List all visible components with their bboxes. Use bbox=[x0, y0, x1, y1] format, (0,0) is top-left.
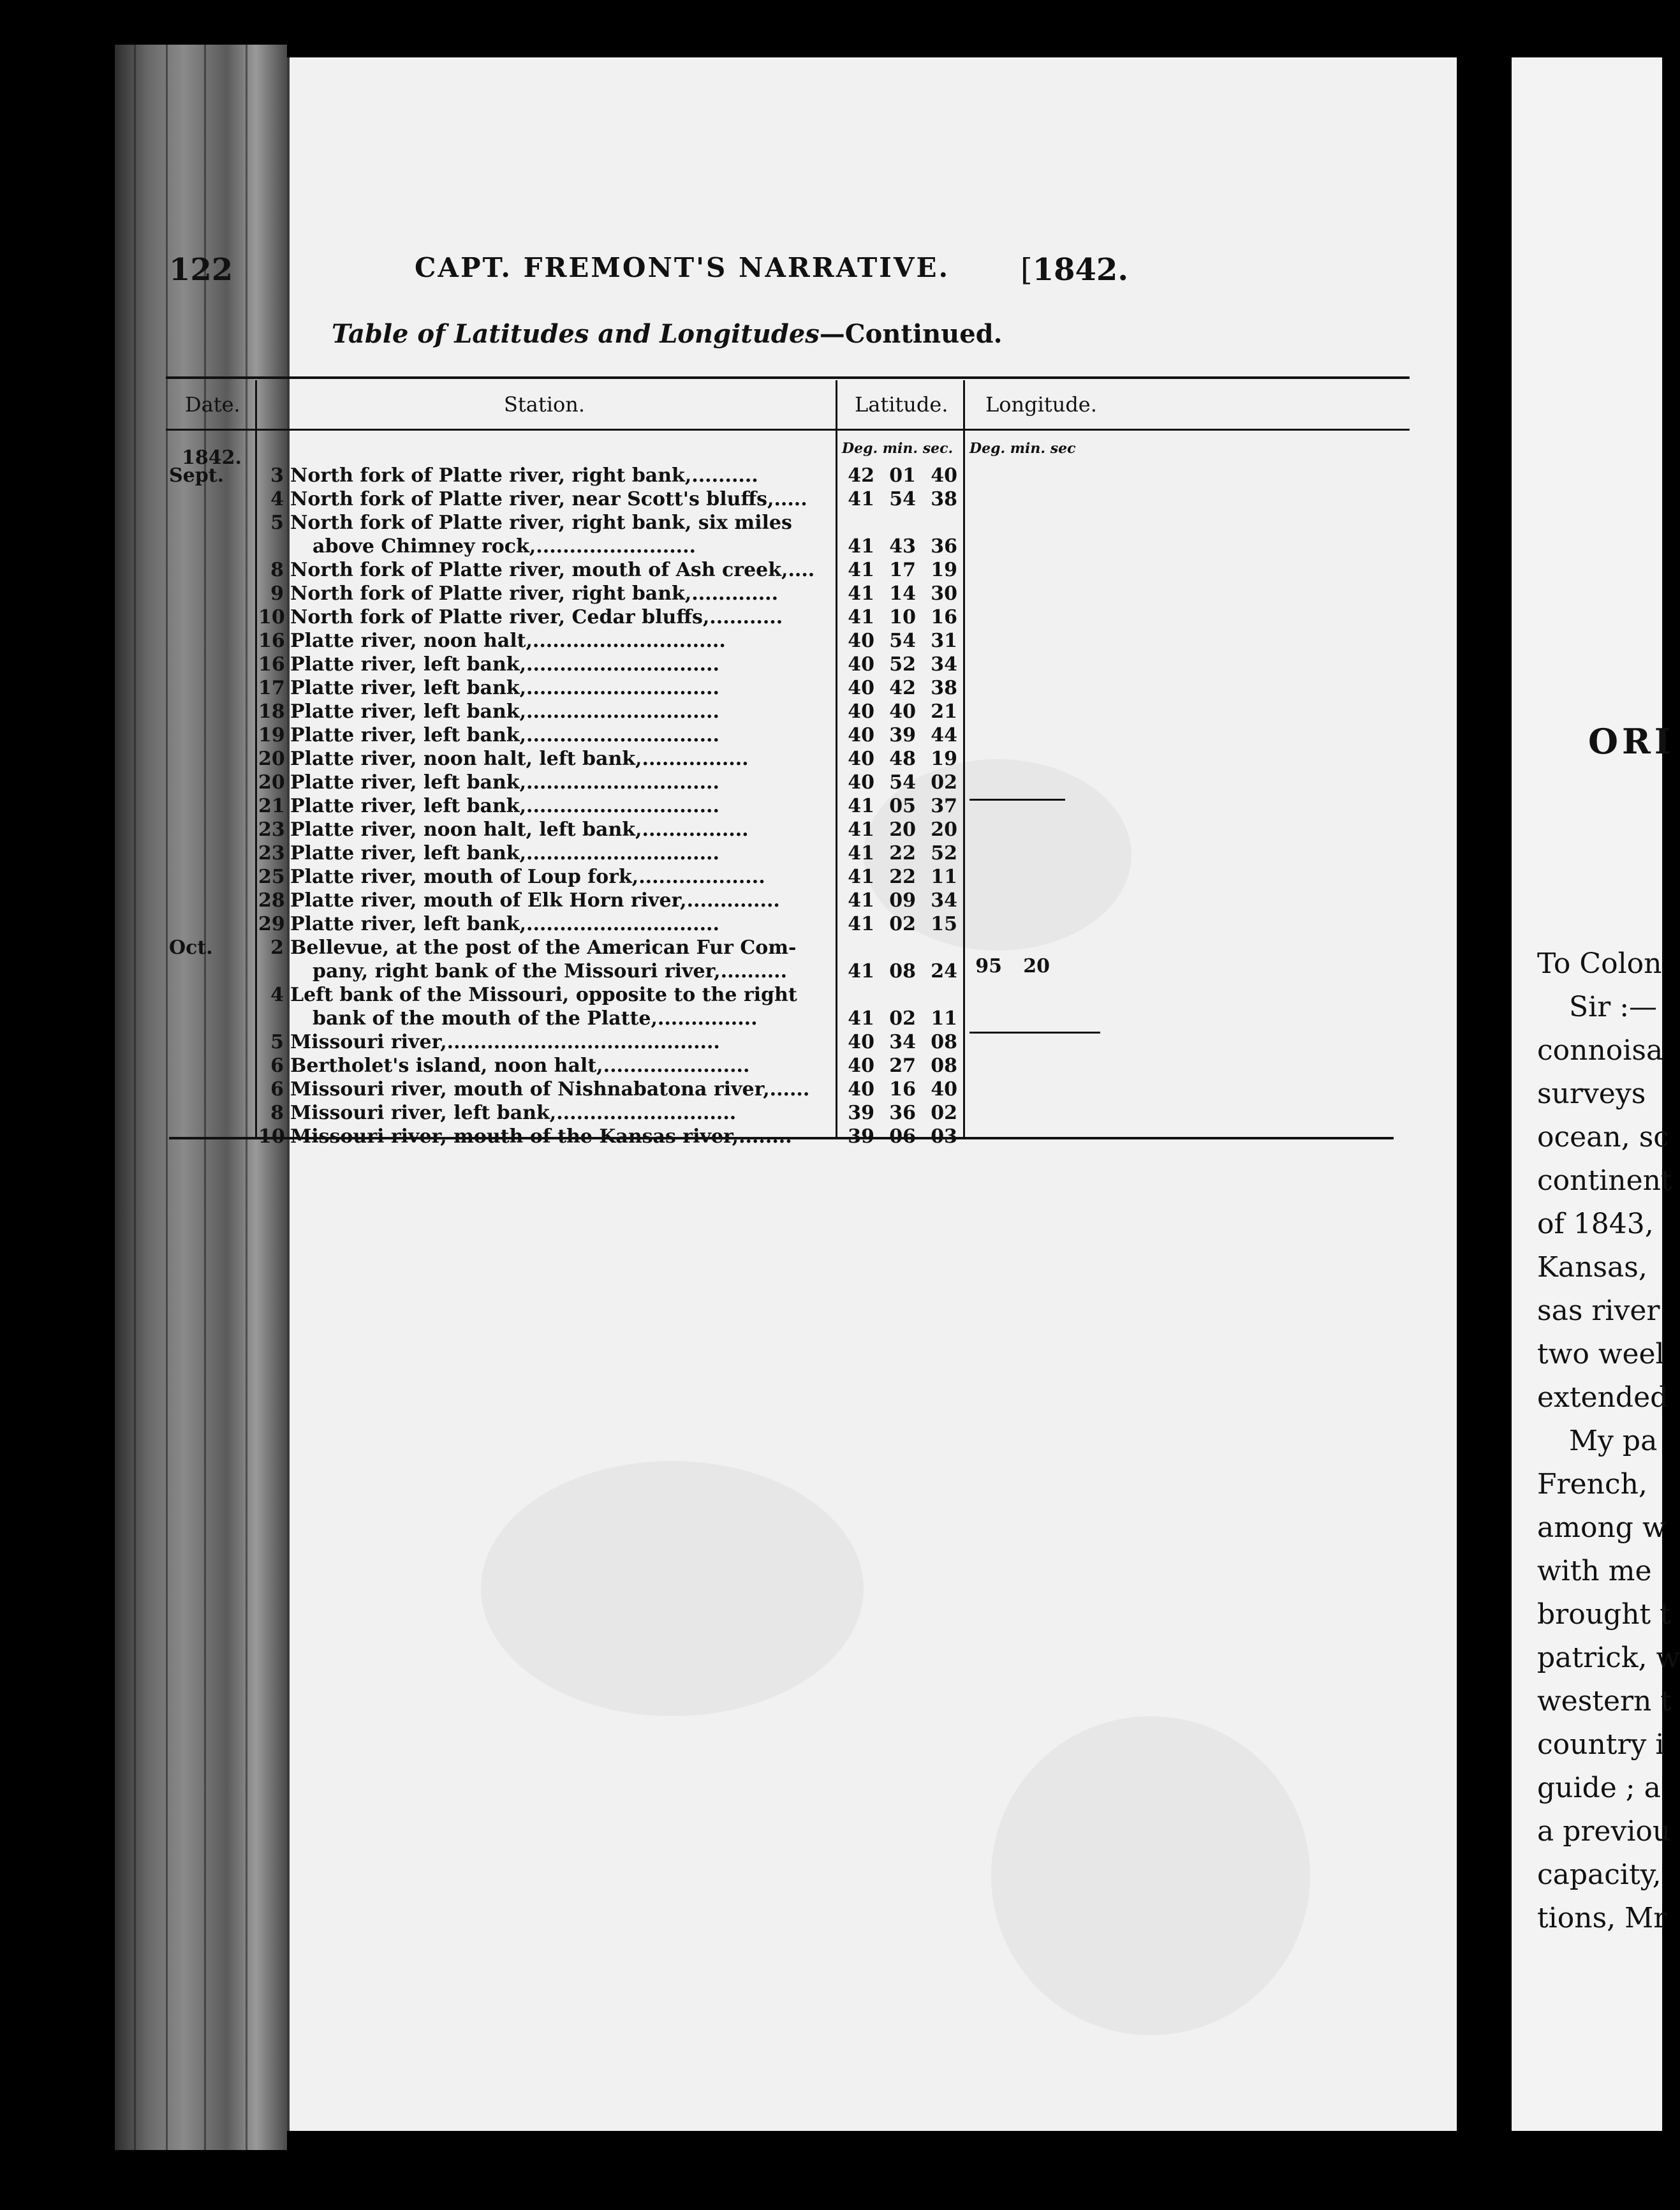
lat-deg: 41 bbox=[848, 960, 874, 983]
row-day: 23 bbox=[258, 819, 285, 841]
row-day: 20 bbox=[258, 771, 285, 794]
row-station: Missouri river, mouth of the Kansas river,........ bbox=[290, 1125, 792, 1148]
header-rule bbox=[166, 429, 1410, 431]
lat-deg: 41 bbox=[848, 913, 874, 935]
lat-deg: 41 bbox=[848, 889, 874, 912]
lat-sec: 19 bbox=[931, 559, 957, 581]
lat-min: 54 bbox=[889, 488, 916, 510]
right-page-line: Kansas, bbox=[1537, 1251, 1647, 1284]
row-station: Platte river, left bank,............................. bbox=[290, 913, 719, 935]
row-station: Platte river, noon halt, left bank,................ bbox=[290, 748, 749, 770]
right-page-line: among w bbox=[1537, 1511, 1667, 1544]
right-page-line: guide ; a bbox=[1537, 1772, 1661, 1804]
lat-sec: 08 bbox=[931, 1031, 957, 1053]
lat-min: 27 bbox=[889, 1055, 916, 1077]
row-station: Platte river, left bank,............................. bbox=[290, 653, 719, 676]
lat-sec: 38 bbox=[931, 488, 957, 510]
lat-deg: 41 bbox=[848, 866, 874, 888]
header-latitude: Latitude. bbox=[855, 392, 948, 417]
right-page-line: Sir :— bbox=[1569, 991, 1658, 1023]
year-value: 1842. bbox=[1032, 252, 1129, 288]
col-divider-station bbox=[836, 380, 837, 1137]
row-day: 16 bbox=[258, 630, 285, 652]
lat-min: 02 bbox=[889, 913, 916, 935]
lat-sec: 21 bbox=[931, 701, 957, 723]
lat-deg: 40 bbox=[848, 677, 874, 699]
right-page bbox=[1512, 57, 1680, 2131]
right-page-line: a previou bbox=[1537, 1815, 1671, 1848]
right-page-line: French, bbox=[1537, 1468, 1647, 1501]
lat-min: 05 bbox=[889, 795, 916, 817]
caption-title: Table of Latitudes and Longitudes bbox=[332, 319, 820, 349]
row-day: 8 bbox=[270, 559, 284, 581]
row-station: North fork of Platte river, Cedar bluffs,........... bbox=[290, 606, 783, 628]
header-date: Date. bbox=[185, 392, 240, 417]
lat-deg: 41 bbox=[848, 795, 874, 817]
row-day: 17 bbox=[258, 677, 285, 699]
row-station: North fork of Platte river, mouth of Ash creek,.... bbox=[290, 559, 815, 581]
lat-sec: 11 bbox=[931, 1007, 957, 1030]
row-station: above Chimney rock,........................ bbox=[313, 535, 696, 558]
lat-min: 39 bbox=[889, 724, 916, 746]
row-station: Platte river, left bank,............................. bbox=[290, 795, 719, 817]
row-day: 16 bbox=[258, 653, 285, 676]
lat-min: 10 bbox=[889, 606, 916, 628]
right-page-line: ocean, sc bbox=[1537, 1121, 1669, 1153]
lat-deg: 40 bbox=[848, 1031, 874, 1053]
lat-deg: 41 bbox=[848, 606, 874, 628]
row-station: bank of the mouth of the Platte,............... bbox=[313, 1007, 758, 1030]
col-divider-date bbox=[255, 380, 257, 1137]
row-station: Missouri river, left bank,........................... bbox=[290, 1102, 737, 1124]
longitude-units: Deg. min. sec bbox=[969, 440, 1076, 457]
lat-min: 16 bbox=[889, 1078, 916, 1101]
row-day: 2 bbox=[270, 937, 284, 959]
lat-sec: 44 bbox=[931, 724, 957, 746]
lat-min: 06 bbox=[889, 1125, 916, 1148]
table-caption bbox=[332, 319, 1003, 349]
lat-min: 22 bbox=[889, 842, 916, 864]
lat-sec: 15 bbox=[931, 913, 957, 935]
row-station: Missouri river,......................................... bbox=[290, 1031, 720, 1053]
lat-min: 52 bbox=[889, 653, 916, 676]
lat-deg: 41 bbox=[848, 535, 874, 558]
row-station: Platte river, mouth of Elk Horn river,.............. bbox=[290, 889, 780, 912]
header-longitude: Longitude. bbox=[985, 392, 1097, 417]
row-station: Bertholet's island, noon halt,...................... bbox=[290, 1055, 750, 1077]
right-page-line: surveys bbox=[1537, 1078, 1646, 1110]
row-day: 4 bbox=[270, 488, 284, 510]
lat-sec: 16 bbox=[931, 606, 957, 628]
caption-continued: —Continued. bbox=[819, 319, 1003, 349]
lon-min: 20 bbox=[1023, 955, 1050, 977]
lat-sec: 34 bbox=[931, 889, 957, 912]
lat-sec: 08 bbox=[931, 1055, 957, 1077]
lat-sec: 37 bbox=[931, 795, 957, 817]
lat-deg: 40 bbox=[848, 724, 874, 746]
lat-deg: 40 bbox=[848, 653, 874, 676]
right-page-line: with me bbox=[1537, 1555, 1652, 1587]
lat-deg: 42 bbox=[848, 464, 874, 487]
lat-sec: 19 bbox=[931, 748, 957, 770]
header-station: Station. bbox=[504, 392, 585, 417]
right-page-line: of 1843, bbox=[1537, 1208, 1654, 1240]
lat-deg: 41 bbox=[848, 1007, 874, 1030]
row-day: 29 bbox=[258, 913, 285, 935]
row-station: pany, right bank of the Missouri river,.......... bbox=[313, 960, 788, 983]
row-station: Platte river, left bank,............................. bbox=[290, 842, 719, 864]
row-day: 3 bbox=[270, 464, 284, 487]
row-station: Platte river, left bank,............................. bbox=[290, 677, 719, 699]
lon-deg: 95 bbox=[975, 955, 1002, 977]
row-station: North fork of Platte river, right bank,............. bbox=[290, 582, 779, 605]
lat-min: 42 bbox=[889, 677, 916, 699]
right-page-line: My pa bbox=[1569, 1425, 1658, 1457]
row-day: 23 bbox=[258, 842, 285, 864]
lat-sec: 36 bbox=[931, 535, 957, 558]
lat-sec: 38 bbox=[931, 677, 957, 699]
lat-deg: 41 bbox=[848, 819, 874, 841]
row-station: Left bank of the Missouri, opposite to the right bbox=[290, 984, 797, 1006]
row-day: 5 bbox=[270, 1031, 284, 1053]
row-station: Platte river, noon halt, left bank,................ bbox=[290, 819, 749, 841]
lat-min: 54 bbox=[889, 771, 916, 794]
row-station: Platte river, left bank,............................. bbox=[290, 701, 719, 723]
right-page-line: patrick, w bbox=[1537, 1642, 1680, 1674]
lat-sec: 03 bbox=[931, 1125, 957, 1148]
page-year bbox=[1021, 252, 1128, 288]
right-page-heading: ORI bbox=[1588, 721, 1675, 762]
lat-sec: 40 bbox=[931, 1078, 957, 1101]
row-station: Bellevue, at the post of the American Fur Com- bbox=[290, 937, 797, 959]
lat-min: 54 bbox=[889, 630, 916, 652]
row-day: 28 bbox=[258, 889, 285, 912]
row-day: 19 bbox=[258, 724, 285, 746]
lat-min: 20 bbox=[889, 819, 916, 841]
year-bracket: [ bbox=[1021, 252, 1033, 288]
lat-min: 09 bbox=[889, 889, 916, 912]
lat-sec: 02 bbox=[931, 1102, 957, 1124]
longitude-bracket-rule bbox=[969, 799, 1065, 801]
right-page-line: To Colon bbox=[1537, 947, 1662, 980]
right-page-line: two weel bbox=[1537, 1338, 1665, 1370]
longitude-bracket-rule-2 bbox=[969, 1032, 1100, 1034]
row-day: 10 bbox=[258, 1125, 285, 1148]
row-month: Sept. bbox=[169, 464, 225, 487]
row-station: North fork of Platte river, right bank, six miles bbox=[290, 512, 792, 534]
lat-deg: 39 bbox=[848, 1102, 874, 1124]
row-day: 6 bbox=[270, 1078, 284, 1101]
table-year: 1842. bbox=[182, 447, 242, 469]
lat-min: 36 bbox=[889, 1102, 916, 1124]
row-day: 6 bbox=[270, 1055, 284, 1077]
lat-sec: 31 bbox=[931, 630, 957, 652]
row-day: 5 bbox=[270, 512, 284, 534]
lat-deg: 41 bbox=[848, 559, 874, 581]
lat-min: 14 bbox=[889, 582, 916, 605]
lat-min: 08 bbox=[889, 960, 916, 983]
row-station: North fork of Platte river, right bank,.......... bbox=[290, 464, 758, 487]
lat-sec: 34 bbox=[931, 653, 957, 676]
lat-deg: 41 bbox=[848, 582, 874, 605]
lat-sec: 40 bbox=[931, 464, 957, 487]
lat-sec: 11 bbox=[931, 866, 957, 888]
right-page-line: tions, Mr bbox=[1537, 1902, 1667, 1934]
lat-min: 22 bbox=[889, 866, 916, 888]
lat-deg: 40 bbox=[848, 630, 874, 652]
lat-min: 43 bbox=[889, 535, 916, 558]
lat-min: 34 bbox=[889, 1031, 916, 1053]
row-day: 18 bbox=[258, 701, 285, 723]
row-day: 25 bbox=[258, 866, 285, 888]
right-page-line: connoisa bbox=[1537, 1034, 1663, 1067]
lat-deg: 41 bbox=[848, 842, 874, 864]
running-head: CAPT. FREMONT'S NARRATIVE. bbox=[415, 252, 950, 283]
right-page-line: brought t bbox=[1537, 1598, 1671, 1631]
row-day: 8 bbox=[270, 1102, 284, 1124]
lat-deg: 40 bbox=[848, 748, 874, 770]
right-page-line: sas river bbox=[1537, 1294, 1660, 1327]
lat-sec: 52 bbox=[931, 842, 957, 864]
col-divider-latitude bbox=[963, 380, 965, 1137]
row-day: 4 bbox=[270, 984, 284, 1006]
lat-min: 01 bbox=[889, 464, 916, 487]
right-page-line: extended bbox=[1537, 1381, 1669, 1414]
row-station: Platte river, mouth of Loup fork,................... bbox=[290, 866, 765, 888]
lat-sec: 24 bbox=[931, 960, 957, 983]
row-day: 21 bbox=[258, 795, 285, 817]
row-station: Platte river, noon halt,............................. bbox=[290, 630, 726, 652]
lat-sec: 30 bbox=[931, 582, 957, 605]
lat-deg: 40 bbox=[848, 1078, 874, 1101]
row-station: Missouri river, mouth of Nishnabatona river,...... bbox=[290, 1078, 810, 1101]
right-page-line: continent bbox=[1537, 1164, 1672, 1197]
lat-sec: 02 bbox=[931, 771, 957, 794]
row-station: North fork of Platte river, near Scott's bluffs,..... bbox=[290, 488, 807, 510]
lat-deg: 41 bbox=[848, 488, 874, 510]
lat-deg: 40 bbox=[848, 1055, 874, 1077]
lat-min: 40 bbox=[889, 701, 916, 723]
lat-deg: 40 bbox=[848, 771, 874, 794]
right-page-line: country i bbox=[1537, 1728, 1665, 1761]
lat-min: 17 bbox=[889, 559, 916, 581]
lat-deg: 39 bbox=[848, 1125, 874, 1148]
right-page-line: western t bbox=[1537, 1685, 1672, 1717]
row-day: 10 bbox=[258, 606, 285, 628]
latitude-units: Deg. min. sec. bbox=[842, 440, 954, 457]
right-page-line: capacity, bbox=[1537, 1858, 1662, 1891]
table-top-rule bbox=[166, 376, 1410, 379]
row-station: Platte river, left bank,............................. bbox=[290, 771, 719, 794]
row-station: Platte river, left bank,............................. bbox=[290, 724, 719, 746]
lat-min: 02 bbox=[889, 1007, 916, 1030]
row-month: Oct. bbox=[169, 937, 213, 959]
row-day: 9 bbox=[270, 582, 284, 605]
lat-sec: 20 bbox=[931, 819, 957, 841]
row-day: 20 bbox=[258, 748, 285, 770]
page-number: 122 bbox=[169, 252, 233, 288]
lat-deg: 40 bbox=[848, 701, 874, 723]
lat-min: 48 bbox=[889, 748, 916, 770]
